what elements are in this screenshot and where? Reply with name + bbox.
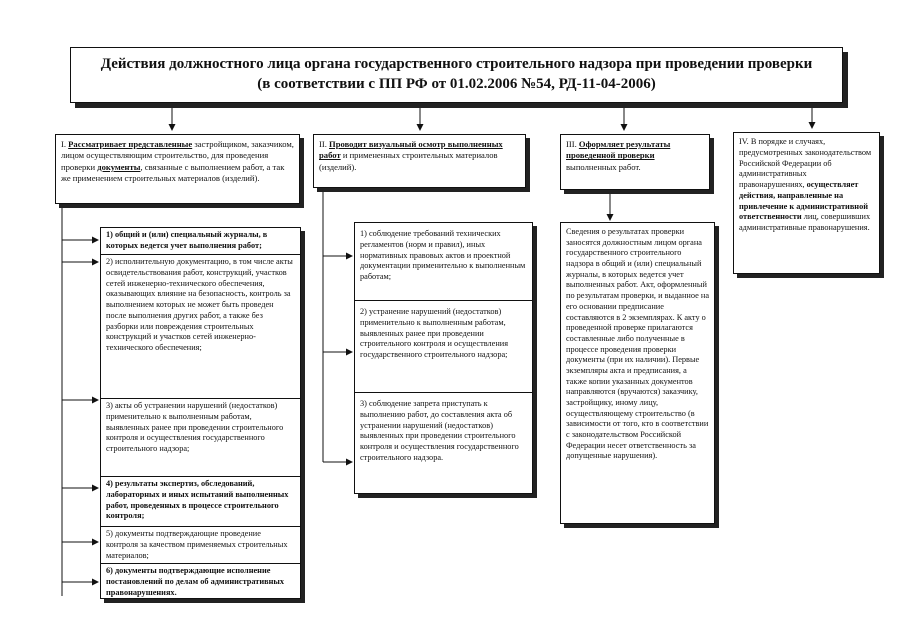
col3-prefix: III. [566,139,579,149]
col3-lead: Оформляет результаты проведенной проверки [566,139,671,161]
col4-text-b: лиц, совершивших административные правонарушения. [739,212,871,233]
col4-box [733,132,880,274]
col2-prefix: II. [319,139,330,149]
col1-docs: документы [97,161,141,172]
col4-text-a: IV. В порядке и случаях, предусмотренных законодательством Российской Федерации об административных правонарушениях, [739,137,872,190]
col2-item-3: 3) соблюдение запрета приступать к выполнению работ, до составления акта об устранении нарушений (недостатков) выявленных при проведении строительного контроля и осуществления государственного строительного надзора. [354,392,533,494]
col1-prefix: I. [61,139,69,149]
col4-bold: осуществляет действия, направленные на привлечение к административной ответственности [739,180,869,222]
col1-text-b: , связанные с выполнением работ, а так же применением строительных материалов (изделий). [61,161,285,184]
col1-item-3: 3) акты об устранении нарушений (недостатков) применительно к выполненным работам, выявленных ранее при проведении строительного контроля и осуществления государственного строительного надзора; [100,398,301,476]
col2-lead: Проводит визуальный осмотр выполненных работ [319,139,503,161]
col2-item-1: 1) соблюдение требований технических регламентов (норм и правил), иных нормативных правовых актов и проектной документации применительно к выполненным работам; [354,222,533,300]
diagram-title [70,47,843,103]
col3-detail: Сведения о результатах проверки заносятся должностным лицом органа государственного строительного надзора в общий и (или) специальный журналы, в которых ведется учет выполненных работ. Акт, оформленный по результатам проверки, и выданное на его основании предписание составляются в 2 экземплярах. К акту о проведенной проверке прилагаются составленные либо полученные в процессе проведения проверки документы (при их наличии). Первые экземпляры акта и предписания, а также копии указанных документов направляются (вручаются) заказчику, застройщику, иному лицу, осуществляющему строительство (в зависимости от того, кто в соответствии с законодательством Российской Федерации несет ответственность за допущенные нарушения). [560,222,715,524]
col1-item-4: 4) результаты экспертиз, обследований, лабораторных и иных испытаний выполненных работ, проведенных в процессе строительного контроля; [100,476,301,526]
col2-item-2: 2) устранение нарушений (недостатков) применительно к выполненным работам, выявленных ранее при проведении строительного контроля и осуществления государственного строительного надзора; [354,300,533,392]
title-line2: (в соответствии с ПП РФ от 01.02.2006 №54, РД-11-04-2006) [257,75,656,92]
col2-text: и примененных строительных материалов (изделий). [319,150,498,172]
col1-item-2: 2) исполнительную документацию, в том числе акты освидетельствования работ, конструкций, участков сетей инженерно-технического обеспечения, оказывающих влияние на безопасность, контроль за выполнением которых не может быть проведен после выполнения других работ, а также без разборки или повреждения строительных конструкций и участков сетей инженерно-технического обеспечения; [100,254,301,398]
title-line1: Действия должностного лица органа государственного строительного надзора при проведении проверки [100,56,813,72]
col1-item-6: 6) документы подтверждающие исполнение постановлений по делам об административных правонарушениях. [100,563,301,599]
col3-header [560,134,710,190]
col2-header [313,134,526,188]
col1-lead: Рассматривает представленные [68,139,193,149]
col1-header [55,134,300,204]
col1-item-5: 5) документы подтверждающие проведение контроля за качеством применяемых строительных материалов; [100,526,301,563]
col1-item-1: 1) общий и (или) специальный журналы, в которых ведется учет выполнения работ; [100,227,301,254]
col1-text-a: застройщиком, заказчиком, лицом осуществляющим строительство, для проведения проверки [61,139,294,172]
col3-text: выполненных работ. [566,161,641,172]
